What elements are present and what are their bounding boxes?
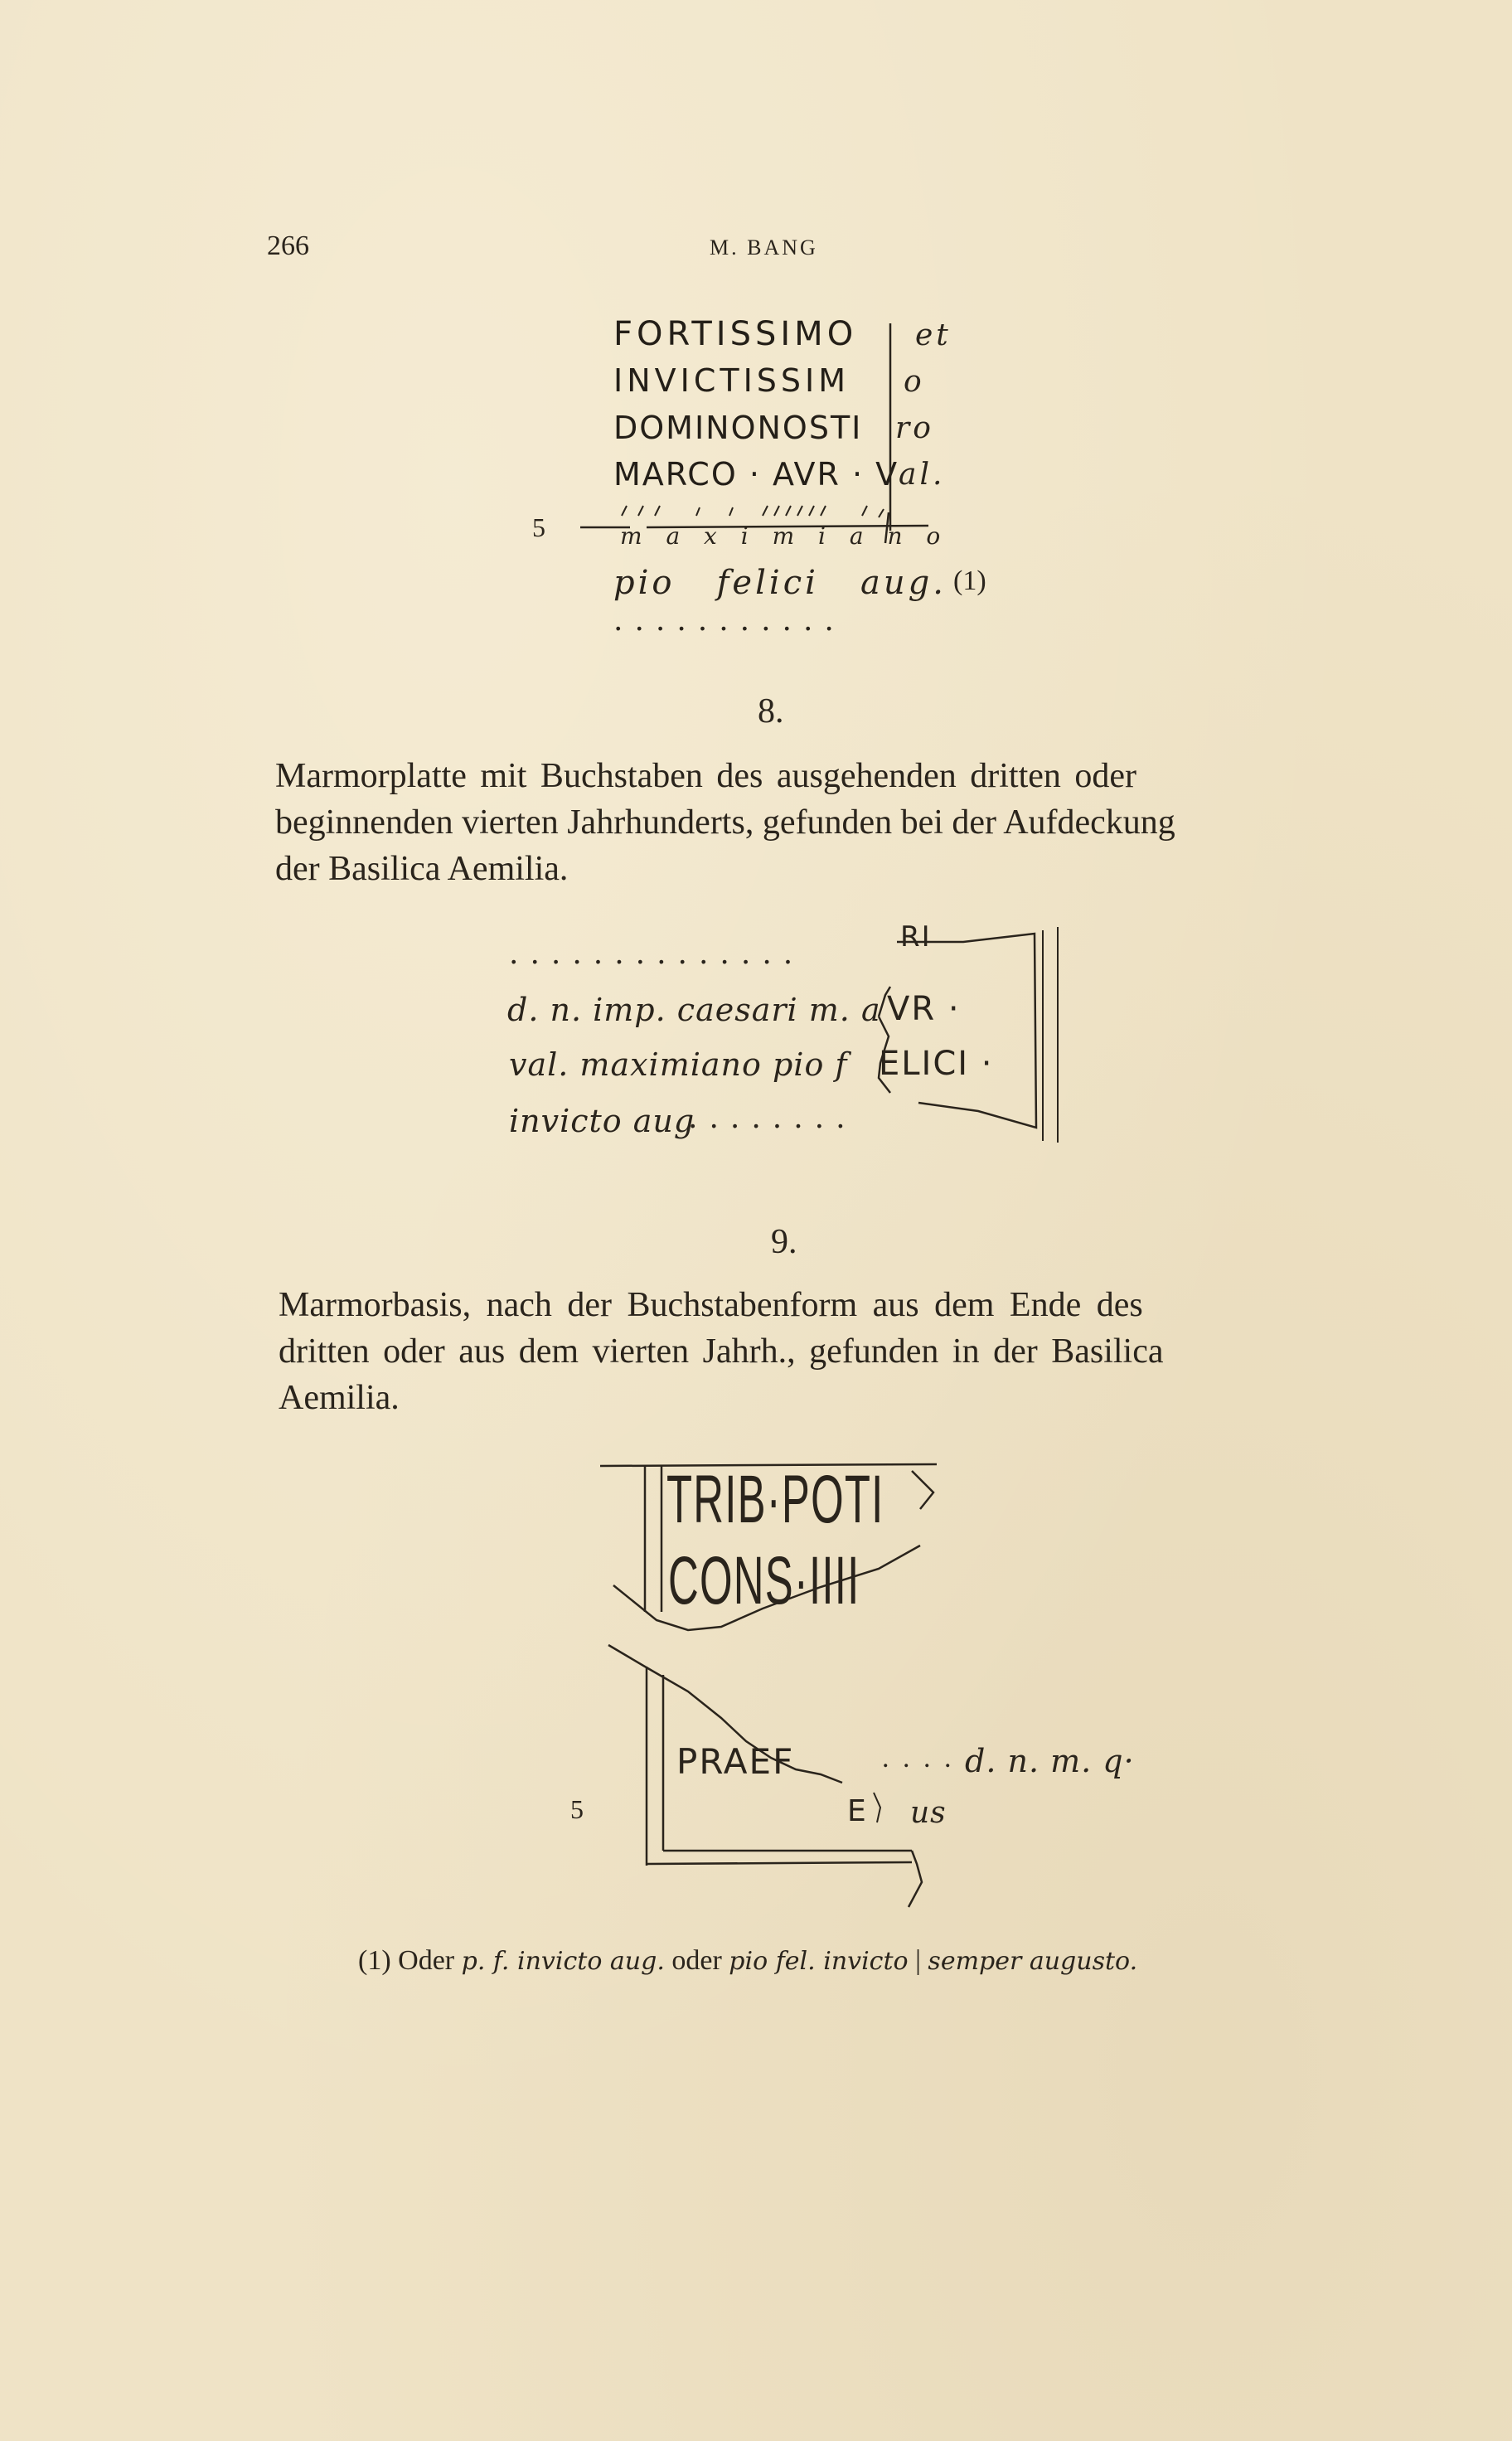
fragment-9b-top-break <box>608 1645 842 1783</box>
restoration-line-1: et <box>915 318 952 352</box>
inscription-line-6: pio felici aug. <box>613 564 947 602</box>
lacuna-dots: . . . . <box>882 1743 955 1774</box>
restoration-line-3: invicto aug <box>509 1103 695 1139</box>
line-number-5: 5 <box>570 1794 584 1824</box>
erased-line: m a x i m i a n o <box>620 522 949 550</box>
description-line: der Basilica Aemilia. <box>275 850 569 888</box>
lacuna-dots: ........... <box>613 604 846 638</box>
restoration-line-1: d. n. imp. caesari m. a <box>507 992 881 1028</box>
description-line: Aemilia. <box>279 1379 400 1417</box>
restoration-line-4: al. <box>899 458 946 492</box>
restoration-text: d. n. m. q· <box>965 1743 1135 1779</box>
fragment-8-outline <box>897 934 1036 1128</box>
inscription-line-2: INVICTISSIM <box>613 362 850 399</box>
break-edge-7b <box>885 512 889 543</box>
fragment-9b-left-edge <box>647 1667 663 1866</box>
footnote-marker: (1) <box>358 1945 391 1976</box>
fragment-9-left-edge <box>645 1466 662 1612</box>
description-line: Marmorplatte mit Buchstaben des ausgehenden dritten oder <box>275 757 1137 795</box>
inscription-letter: E <box>847 1794 868 1828</box>
fragment-dots-top: .............. <box>509 937 805 971</box>
inscription-line-1: TRIB·POTI <box>666 1462 884 1537</box>
footnote-word: Oder <box>398 1945 455 1976</box>
fragment-9b-crack <box>874 1793 880 1822</box>
restoration-line-2: val. maximiano pio f <box>509 1046 848 1083</box>
line-number-5: 5 <box>532 512 545 542</box>
fragment-9-top <box>600 1464 937 1466</box>
fragment-letters-1: VR · <box>887 990 961 1028</box>
restoration-line-3: ro <box>895 411 934 445</box>
running-head-author: M. BANG <box>710 235 818 260</box>
description-line: beginnenden vierten Jahrhunderts, gefunden bei der Aufdeckung <box>275 803 1175 842</box>
section-8-number: 8. <box>758 692 784 730</box>
inscription-line-2: CONS·IIII <box>668 1543 860 1618</box>
inscription-line-4: MARCO · AVR · V <box>613 456 899 493</box>
fragment-8-break <box>879 987 890 1093</box>
erasure-line <box>580 526 928 527</box>
fragment-9-lower-break <box>613 1546 920 1630</box>
restoration-text-2: us <box>910 1796 947 1830</box>
restoration-line-2: o <box>904 365 925 399</box>
fragment-9-right-break <box>912 1471 933 1509</box>
line-separator: | <box>915 1945 921 1976</box>
footnote-word: oder <box>671 1945 722 1976</box>
inscription-line-3: PRAEF <box>676 1741 795 1782</box>
inscription-line-3: DOMINONOSTI <box>613 410 863 446</box>
section-9-number: 9. <box>771 1223 797 1261</box>
fragment-9b-right-break <box>909 1851 922 1907</box>
fragment-letters-top: RI <box>900 920 932 954</box>
fragment-letters-2: ELICI · <box>879 1045 994 1083</box>
fragment-dots-bottom: ........ <box>688 1101 857 1135</box>
footnote-variant-2: pio fel. invicto <box>729 1947 909 1976</box>
erasure-traces <box>622 506 884 517</box>
fragment-8-edge <box>1043 927 1058 1143</box>
inscription-line-1: FORTISSIMO <box>613 315 858 353</box>
description-line: dritten oder aus dem vierten Jahrh., gefunden in der Basilica <box>279 1332 1164 1371</box>
footnote-ref: (1) <box>953 565 986 596</box>
footnote-variant-3: semper augusto. <box>928 1947 1138 1976</box>
page-number: 266 <box>267 231 309 261</box>
footnote-variant-1: p. f. invicto aug. <box>461 1947 665 1976</box>
description-line: Marmorbasis, nach der Buchstabenform aus dem Ende des <box>279 1286 1143 1324</box>
fragment-9b-bottom <box>647 1851 912 1864</box>
